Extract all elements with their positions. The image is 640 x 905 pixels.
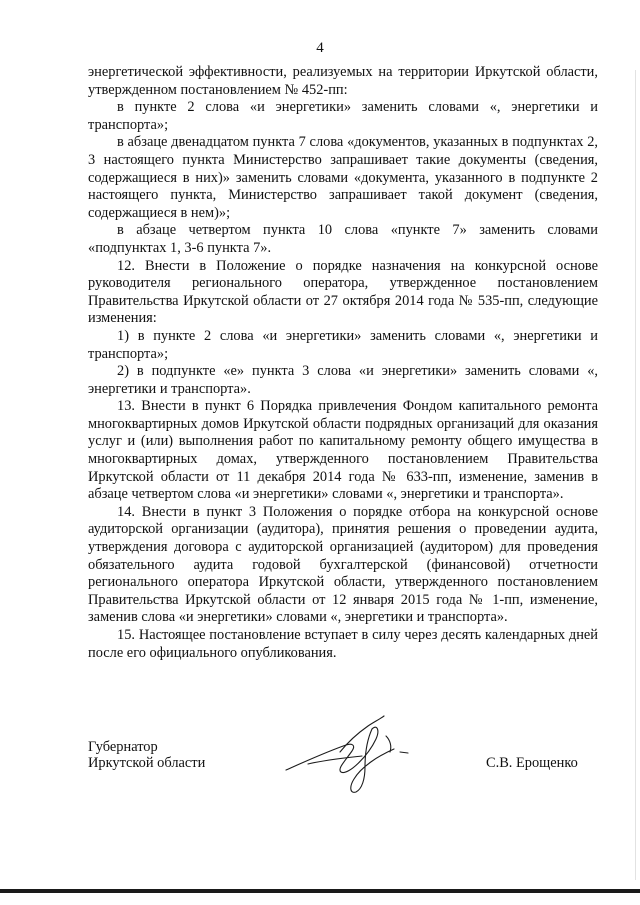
paragraph-item-point-10: в абзаце четвертом пункта 10 слова «пункте 7» заменить словами «подпунктах 1, 3-6 пункта 7». bbox=[88, 222, 598, 256]
paragraph-section-15: 15. Настоящее постановление вступает в силу через десять календарных дней после его официального опубликования. bbox=[88, 627, 598, 661]
signatory-name: С.В. Ерощенко bbox=[486, 755, 578, 771]
paragraph-section-14: 14. Внести в пункт 3 Положения о порядке отбора на конкурсной основе аудиторской организации (аудитора), принятия решения о проведении аудита, утверждения договора с аудиторской организацией (аудитором) для проведения обязательного аудита годовой бухгалтерской (финансовой) отчетности регионального оператора Иркутской области, утвержденного постановлением Правительства Иркутской области от 12 января 2015 года № 1-пп, изменение, заменив слова «и энергетики» словами «, энергетики и транспорта». bbox=[88, 503, 598, 626]
handwritten-signature bbox=[282, 712, 422, 796]
signatory-title bbox=[88, 740, 205, 771]
document-body bbox=[88, 64, 598, 662]
paragraph-item-point-7: в абзаце двенадцатом пункта 7 слова «документов, указанных в подпунктах 2, 3 настоящего пункта Министерство запрашивает такие документы (сведения, содержащиеся в них)» заменить словами «документа, указанного в подпункте 2 настоящего пункта, Министерство запрашивает такой документ (сведения, содержащиеся в нем)»; bbox=[88, 134, 598, 221]
scan-bottom-border bbox=[0, 889, 640, 893]
paragraph-section-12: 12. Внести в Положение о порядке назначения на конкурсной основе руководителя регионального оператора, утвержденное постановлением Правительства Иркутской области от 27 октября 2014 года № 535-пп, следующие изменения: bbox=[88, 257, 598, 327]
paragraph-section-13: 13. Внести в пункт 6 Порядка привлечения Фондом капитального ремонта многоквартирных домов Иркутской области подрядных организаций для оказания услуг и (или) выполнения работ по капитальному ремонту общего имущества в многоквартирных домах, утвержденного постановлением Правительства Иркутской области от 11 декабря 2014 года № 633-пп, изменение, заменив в абзаце четвертом слова «и энергетики» словами «, энергетики и транспорта». bbox=[88, 398, 598, 503]
paragraph-section-12-item-1: 1) в пункте 2 слова «и энергетики» заменить словами «, энергетики и транспорта»; bbox=[88, 327, 598, 362]
paragraph-item-point-2: в пункте 2 слова «и энергетики» заменить словами «, энергетики и транспорта»; bbox=[88, 99, 598, 133]
paragraph-continuation: энергетической эффективности, реализуемых на территории Иркутской области, утвержденном постановлением № 452-пп: bbox=[88, 64, 598, 98]
scan-edge bbox=[635, 70, 636, 880]
paragraph-section-12-item-2: 2) в подпункте «е» пункта 3 слова «и энергетики» заменить словами «, энергетики и транспорта». bbox=[88, 363, 598, 397]
page-number: 4 bbox=[316, 40, 324, 56]
signatory-title-line-1: Губернатор bbox=[88, 739, 158, 755]
signatory-title-line-2: Иркутской области bbox=[88, 754, 206, 771]
